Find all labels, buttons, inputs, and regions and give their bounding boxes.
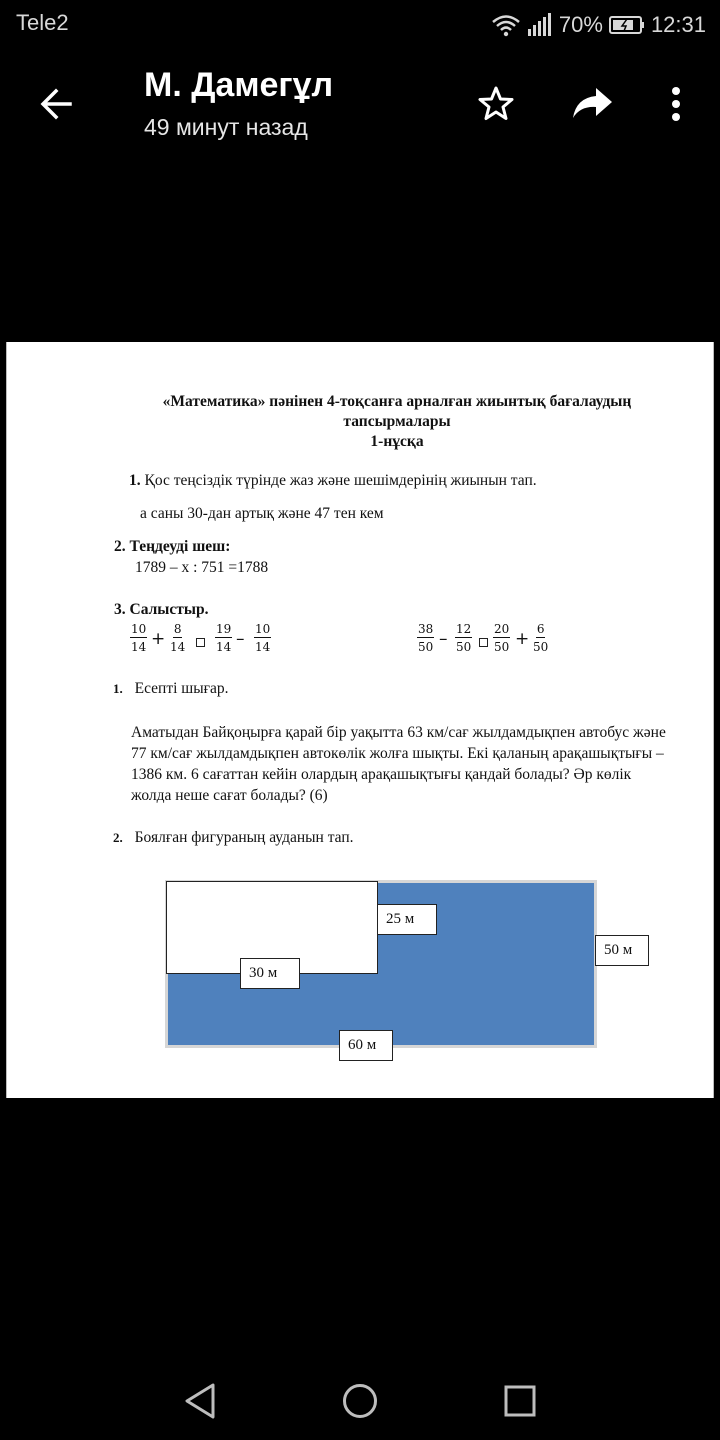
carrier-name: Tele2 [16,10,69,35]
fraction: $\frac{20}{50}$ [494,622,510,654]
attached-document-image[interactable] [6,342,714,1098]
comparison-box [479,638,488,647]
task4-header: 1. Есепті шығар. [113,680,229,697]
fraction: $\frac{10}{14}$ [255,622,271,654]
sender-name: М. Дамегұл [144,66,334,104]
triangle-back-icon [183,1382,217,1420]
more-vert-icon [670,86,682,122]
operator: + [515,629,530,649]
fraction: $\frac{8}{14}$ [170,622,186,654]
label-60m: 60 м [339,1030,393,1061]
back-arrow-icon [36,84,76,124]
share-arrow-icon [570,86,614,122]
document-title: «Математика» пәнінен 4-тоқсанға арналған жиынтық бағалаудың тапсырмалары 1-нұсқа [162,393,632,450]
forward-button[interactable] [566,80,618,128]
nav-recents-button[interactable] [495,1376,545,1426]
task1-sub: а саны 30-дан артық және 47 тен кем [140,505,384,522]
status-icons [491,9,706,41]
task2-header: 2. Теңдеуді шеш: [114,538,231,555]
label-30m: 30 м [240,958,300,989]
circle-home-icon [341,1382,379,1420]
task1-line: 1. Қос теңсіздік түрінде жаз және шешімдерінің жиынын тап. [129,472,537,489]
fraction: $\frac{19}{14}$ [216,622,232,654]
wifi-icon [491,13,521,37]
task5-header: 2. Боялған фигураның ауданын тап. [113,829,354,846]
battery-icon [609,15,645,35]
nav-home-button[interactable] [335,1376,385,1426]
fraction: $\frac{38}{50}$ [418,622,434,654]
operator: + [151,629,166,649]
square-recents-icon [503,1384,537,1418]
task4-problem: Аматыдан Байқоңырға қарай бір уақытта 63 км/сағ жылдамдықпен автобус және 77 км/сағ жылдамдықпен автокөлік жолға шықты. Екі қаланың арақашықтығы – 1386 км. 6 сағаттан кейін олардың арақашықтығы қандай болады? Әр көлік жолда неше сағат болады? (6) [131,724,666,804]
signal-icon [527,13,553,37]
fraction: $\frac{12}{50}$ [456,622,472,654]
nav-back-button[interactable] [175,1376,225,1426]
status-bar [0,0,720,50]
operator: – [236,629,245,649]
fraction: $\frac{10}{14}$ [131,622,147,654]
app-bar [0,56,720,156]
comparison-box [196,638,205,647]
label-25m: 25 м [377,904,437,935]
operator: – [439,629,448,649]
label-50m: 50 м [595,935,649,966]
favorite-button[interactable] [472,80,520,128]
task3-header: 3. Салыстыр. [114,601,209,618]
star-icon [476,84,516,124]
timestamp: 49 минут назад [144,114,308,140]
back-button[interactable] [30,78,82,130]
more-options-button[interactable] [656,80,696,128]
battery-percent: 70% [558,12,603,37]
task2-equation: 1789 – х : 751 =1788 [135,559,269,576]
fraction: $\frac{6}{50}$ [533,622,549,654]
navigation-bar [0,1360,720,1440]
clock: 12:31 [650,12,706,37]
